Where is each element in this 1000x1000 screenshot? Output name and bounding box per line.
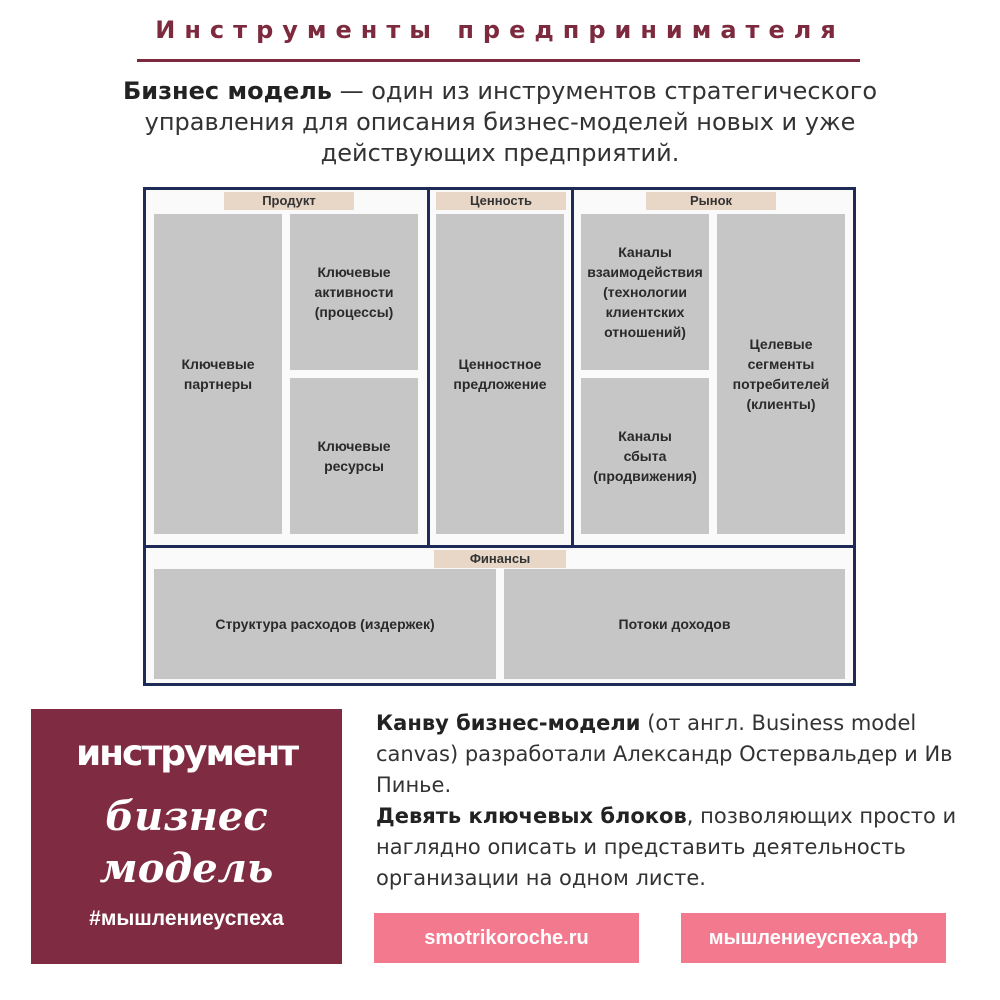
section-label-product: Продукт [224, 192, 354, 210]
description-text-2: , позволяющих просто и наглядно описать и представить деятельность организации на одном листе. [376, 804, 957, 890]
section-label-value: Ценность [436, 192, 566, 210]
description-bold-1: Канву бизнес-модели [376, 711, 641, 735]
description-paragraph-1 [376, 708, 976, 801]
description-bold-2: Девять ключевых блоков [376, 804, 687, 828]
promo-line-3: модель [99, 845, 274, 892]
block-key-resources: Ключевые ресурсы [290, 378, 418, 534]
block-revenue-streams: Потоки доходов [504, 569, 845, 679]
business-model-canvas [143, 187, 856, 686]
promo-banner [31, 709, 342, 964]
description-paragraph-2 [376, 801, 976, 894]
site-link-myshlenieuspekha[interactable]: мышлениеуспеха.рф [681, 913, 946, 963]
section-label-market: Рынок [646, 192, 776, 210]
block-cost-structure: Структура расходов (издержек) [154, 569, 496, 679]
block-value-proposition: Ценностное предложение [436, 214, 564, 534]
intro-bold: Бизнес модель [122, 77, 332, 105]
canvas-divider-value [571, 190, 574, 547]
promo-hashtag: #мышлениеуспеха [89, 907, 284, 930]
section-label-finance: Финансы [434, 550, 566, 568]
block-customer-segments: Целевые сегменты потребителей (клиенты) [717, 214, 845, 534]
intro-paragraph [80, 76, 920, 169]
block-interaction-channels: Каналы взаимодействия (технологии клиентских отношений) [581, 214, 709, 370]
block-key-activities: Ключевые активности (процессы) [290, 214, 418, 370]
title-underline [137, 59, 860, 62]
intro-text: — один из инструментов стратегического управления для описания бизнес-моделей новых и уже действующих предприятий. [144, 77, 878, 167]
canvas-divider-finance [146, 545, 853, 548]
block-key-partners: Ключевые партнеры [154, 214, 282, 534]
block-sales-channels: Каналы сбыта (продвижения) [581, 378, 709, 534]
site-link-smotrikoroche[interactable]: smotrikoroche.ru [374, 913, 639, 963]
canvas-divider-product [427, 190, 430, 547]
description-text-1: (от англ. Business model canvas) разработали Александр Остервальдер и Ив Пинье. [376, 711, 953, 797]
promo-line-1: инструмент [75, 733, 298, 774]
page-title: Инструменты предпринимателя [155, 16, 845, 44]
promo-line-2: бизнес [105, 793, 268, 840]
description [376, 708, 976, 894]
